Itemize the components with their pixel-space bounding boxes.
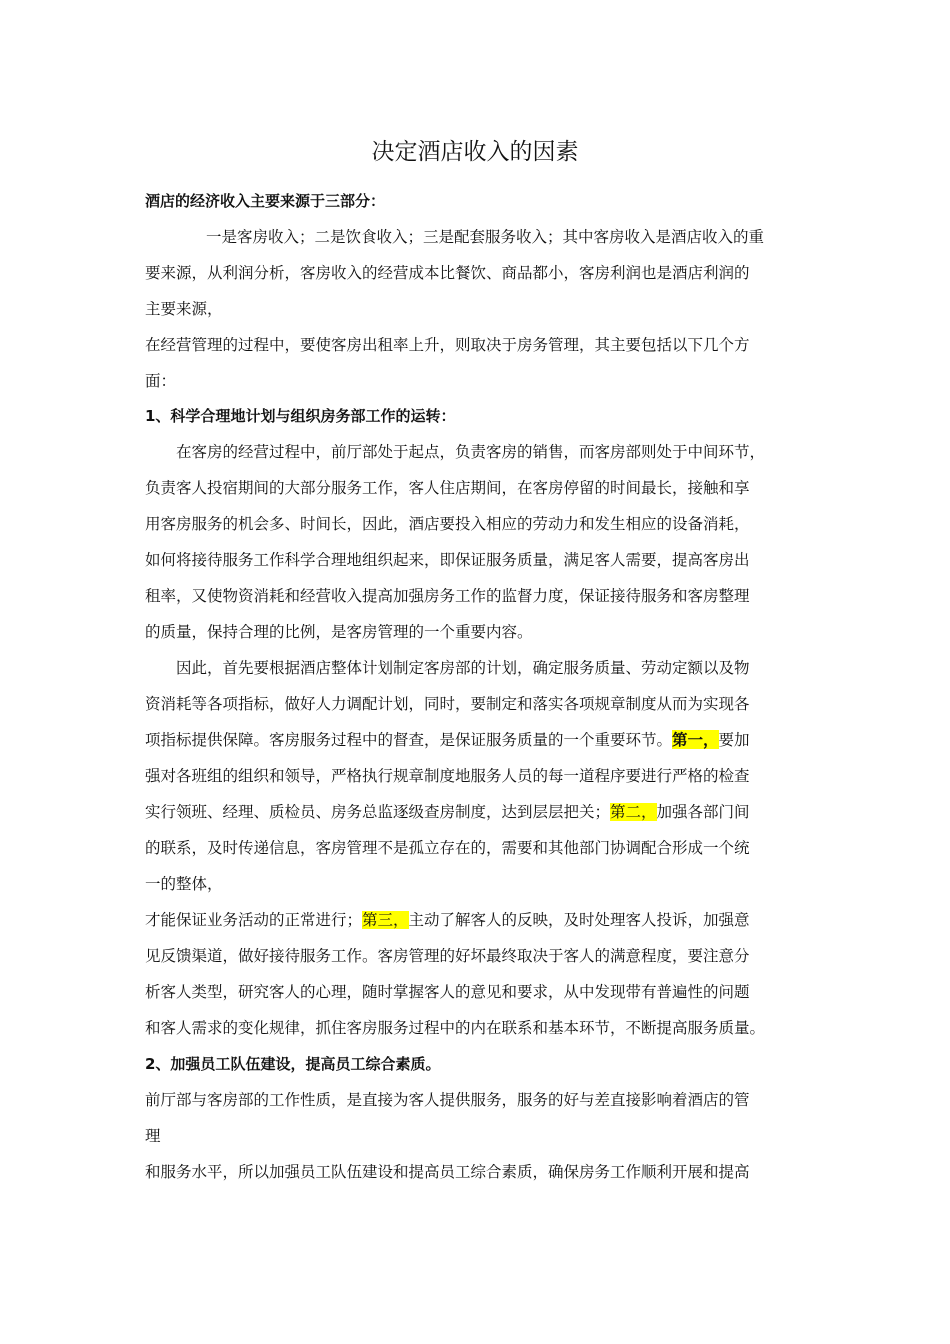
paragraph-line: 的联系，及时传递信息，客房管理不是孤立存在的，需要和其他部门协调配合形成一个统 bbox=[145, 839, 750, 857]
paragraph-line bbox=[145, 801, 815, 823]
paragraph-line: 租率，又使物资消耗和经营收入提高加强房务工作的监督力度，保证接待服务和客房整理 bbox=[145, 587, 750, 605]
text-run: 要加 bbox=[718, 731, 750, 749]
section2-heading: 2、加强员工队伍建设，提高员工综合素质。 bbox=[145, 1055, 441, 1073]
paragraph-line: 负责客人投宿期间的大部分服务工作，客人住店期间，在客房停留的时间最长，接触和享 bbox=[145, 479, 750, 497]
paragraph-line: 主要来源， bbox=[145, 300, 223, 318]
paragraph-line: 要来源，从利润分析，客房收入的经营成本比餐饮、商品都小，客房利润也是酒店利润的 bbox=[145, 264, 750, 282]
paragraph-line: 见反馈渠道，做好接待服务工作。客房管理的好坏最终取决于客人的满意程度，要注意分 bbox=[145, 947, 750, 965]
paragraph-line: 的质量，保持合理的比例，是客房管理的一个重要内容。 bbox=[145, 623, 533, 641]
paragraph-line bbox=[145, 729, 815, 751]
paragraph-line: 资消耗等各项指标，做好人力调配计划，同时，要制定和落实各项规章制度从而为实现各 bbox=[145, 695, 750, 713]
text-run: 加强各部门间 bbox=[656, 803, 750, 821]
paragraph-line: 在客房的经营过程中，前厅部处于起点，负责客房的销售，而客房部则处于中间环节， bbox=[176, 443, 766, 461]
text-run: 项指标提供保障。客房服务过程中的督查，是保证服务质量的一个重要环节。 bbox=[145, 731, 673, 749]
paragraph-line bbox=[145, 909, 815, 931]
paragraph-line: 理 bbox=[145, 1127, 161, 1145]
paragraph-line: 和服务水平，所以加强员工队伍建设和提高员工综合素质，确保房务工作顺利开展和提高 bbox=[145, 1163, 750, 1181]
highlight-third: 第三， bbox=[362, 911, 409, 929]
paragraph-line: 用客房服务的机会多、时间长，因此，酒店要投入相应的劳动力和发生相应的设备消耗， bbox=[145, 515, 750, 533]
paragraph-line: 和客人需求的变化规律，抓住客房服务过程中的内在联系和基本环节，不断提高服务质量。 bbox=[145, 1019, 766, 1037]
document-title: 决定酒店收入的因素 bbox=[371, 139, 579, 165]
paragraph-line: 强对各班组的组织和领导，严格执行规章制度地服务人员的每一道程序要进行严格的检查 bbox=[145, 767, 750, 785]
paragraph-line: 如何将接待服务工作科学合理地组织起来，即保证服务质量，满足客人需要，提高客房出 bbox=[145, 551, 750, 569]
highlight-first: 第一， bbox=[672, 730, 719, 749]
paragraph-line: 在经营管理的过程中，要使客房出租率上升，则取决于房务管理，其主要包括以下几个方 bbox=[145, 336, 750, 354]
paragraph-line: 前厅部与客房部的工作性质，是直接为客人提供服务，服务的好与差直接影响着酒店的管 bbox=[145, 1091, 750, 1109]
text-run: 才能保证业务活动的正常进行； bbox=[145, 911, 363, 929]
intro-heading: 酒店的经济收入主要来源于三部分： bbox=[145, 192, 386, 210]
text-run: 实行领班、经理、质检员、房务总监逐级查房制度，达到层层把关； bbox=[145, 803, 611, 821]
paragraph-line: 析客人类型，研究客人的心理，随时掌握客人的意见和要求，从中发现带有普遍性的问题 bbox=[145, 983, 750, 1001]
paragraph-line: 面： bbox=[145, 372, 177, 390]
text-run: 主动了解客人的反映，及时处理客人投诉，加强意 bbox=[408, 911, 750, 929]
paragraph-line: 一的整体， bbox=[145, 875, 223, 893]
paragraph-line: 因此，首先要根据酒店整体计划制定客房部的计划，确定服务质量、劳动定额以及物 bbox=[176, 659, 750, 677]
highlight-second: 第二， bbox=[610, 803, 657, 821]
section1-heading: 1、科学合理地计划与组织房务部工作的运转： bbox=[145, 407, 456, 425]
paragraph-line: 一是客房收入；二是饮食收入；三是配套服务收入；其中客房收入是酒店收入的重 bbox=[206, 228, 765, 246]
